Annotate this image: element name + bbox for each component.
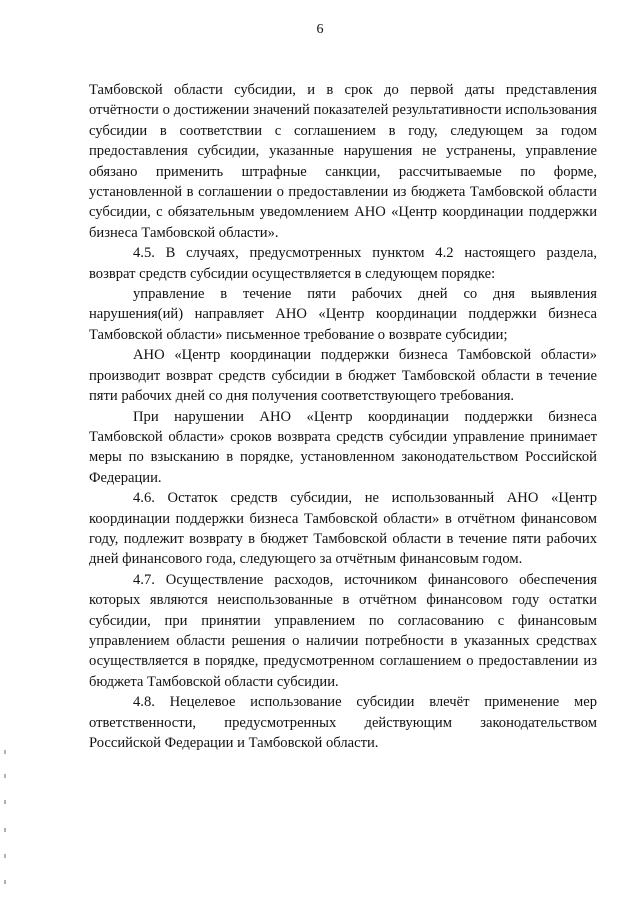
scan-margin-marks bbox=[4, 750, 7, 900]
document-body bbox=[89, 80, 597, 753]
paragraph-4-6: 4.6. Остаток средств субсидии, не использованный АНО «Центр координации поддержки бизнеса Тамбовской области» в отчётном финансовом году, подлежит возврату в бюджет Тамбовской области в течение пяти рабочих дней финансового года, следующего за отчётным финансовым годом. bbox=[89, 490, 597, 568]
page-number: 6 bbox=[316, 22, 324, 37]
paragraph-4-5-step-2: АНО «Центр координации поддержки бизнеса Тамбовской области» производит возврат средств субсидии в бюджет Тамбовской области в течение пяти рабочих дней со дня получения соответствующего требования. bbox=[89, 347, 597, 405]
scan-mark bbox=[4, 854, 6, 858]
paragraph-4-5: 4.5. В случаях, предусмотренных пунктом 4.2 настоящего раздела, возврат средств субсидии осуществляется в следующем порядке: bbox=[89, 245, 597, 282]
paragraph-4-8: 4.8. Нецелевое использование субсидии влечёт применение мер ответственности, предусмотренных действующим законодательством Российской Федерации и Тамбовской области. bbox=[89, 694, 597, 751]
scan-mark bbox=[4, 774, 6, 778]
scan-mark bbox=[4, 800, 6, 804]
paragraph-4-5-enforcement: При нарушении АНО «Центр координации поддержки бизнеса Тамбовской области» сроков возврата средств субсидии управление принимает меры по взысканию в порядке, установленном законодательством Российской Федерации. bbox=[89, 408, 597, 486]
scan-mark bbox=[4, 750, 6, 754]
paragraph-4-5-step-1: управление в течение пяти рабочих дней со дня выявления нарушения(ий) направляет АНО «Центр координации поддержки бизнеса Тамбовской области» письменное требование о возврате субсидии; bbox=[89, 286, 597, 343]
scan-mark bbox=[4, 828, 6, 832]
scan-mark bbox=[4, 880, 6, 884]
paragraph-4-7: 4.7. Осуществление расходов, источником финансового обеспечения которых являются неиспользованные в отчётном финансовом году остатки субсидии, при принятии управлением по согласованию с финансовым управлением области решения о наличии потребности в указанных средствах осуществляется в порядке, предусмотренном соглашением о предоставлении из бюджета Тамбовской области субсидии. bbox=[89, 571, 597, 690]
paragraph-penalty-continuation: Тамбовской области субсидии, и в срок до первой даты представления отчётности о достижении значений показателей результативности использования субсидии в соответствии с соглашением в году, следующем за годом предоставления субсидии, указанные нарушения не устранены, управление обязано применить штрафные санкции, рассчитываемые по форме, установленной в соглашении о предоставлении из бюджета Тамбовской области субсидии, с обязательным уведомлением АНО «Центр координации поддержки бизнеса Тамбовской области». bbox=[89, 82, 597, 241]
